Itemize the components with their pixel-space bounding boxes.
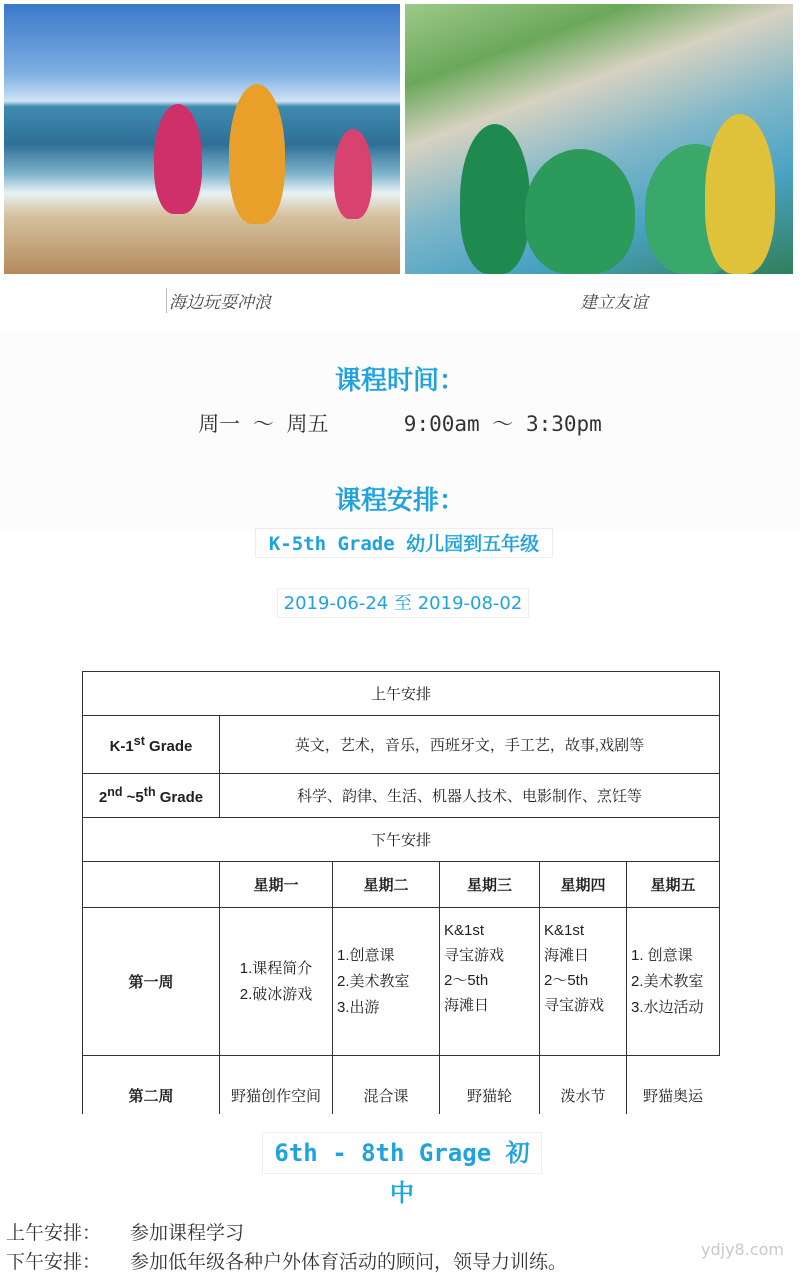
morning-plan-key: 上午安排：	[6, 1222, 102, 1244]
afternoon-plan	[6, 1247, 567, 1274]
friends-photo	[405, 4, 793, 274]
morning-header: 上午安排	[83, 672, 720, 716]
grade-k1-cell: K-1st Grade	[83, 716, 220, 774]
child-figure	[229, 84, 285, 224]
day-header: 星期二	[333, 862, 440, 908]
child-figure	[460, 124, 530, 274]
grade-k1-content: 英文，艺术，音乐，西班牙文，手工艺，故事,戏剧等	[220, 716, 720, 774]
date-range: 2019-06-24 至 2019-08-02	[277, 588, 529, 618]
week1-thu: K&1st 海滩日 2～5th 寻宝游戏	[540, 908, 627, 1056]
day-header: 星期五	[627, 862, 720, 908]
morning-plan	[6, 1218, 244, 1245]
schedule-table-week2	[82, 1056, 719, 1114]
afternoon-plan-value: 参加低年级各种户外体育活动的顾问，领导力训练。	[130, 1251, 568, 1273]
friends-caption: 建立友谊	[580, 293, 648, 313]
grade-6-8-label: 6th - 8th Grage 初中	[262, 1132, 542, 1174]
day-header: 星期三	[440, 862, 540, 908]
week2-label: 第二周	[83, 1056, 220, 1114]
course-time-value	[0, 408, 800, 438]
day-header: 星期四	[540, 862, 627, 908]
beach-caption: 海边玩耍冲浪	[166, 288, 271, 313]
week2-fri: 野猫奥运	[627, 1056, 720, 1114]
course-hours: 9:00am ～ 3:30pm	[403, 412, 602, 436]
afternoon-header: 下午安排	[83, 818, 720, 862]
course-arrangement-title: 课程安排：	[334, 486, 465, 516]
child-figure	[525, 149, 635, 274]
morning-plan-value: 参加课程学习	[130, 1222, 245, 1244]
watermark: ydjy8.com	[701, 1240, 784, 1259]
child-figure	[334, 129, 372, 219]
child-figure	[705, 114, 775, 274]
week2-wed: 野猫轮	[440, 1056, 540, 1114]
week1-mon: 1.课程简介 2.破冰游戏	[220, 908, 333, 1056]
photo-captions	[162, 288, 662, 314]
day-header-blank	[83, 862, 220, 908]
afternoon-plan-key: 下午安排：	[6, 1251, 102, 1273]
photo-strip	[4, 4, 793, 274]
course-time-title: 课程时间：	[334, 366, 465, 396]
table-cutoff	[82, 1056, 719, 1114]
day-header: 星期一	[220, 862, 333, 908]
course-days: 周一 ～ 周五	[198, 412, 329, 436]
week1-tue: 1.创意课 2.美术教室 3.出游	[333, 908, 440, 1056]
beach-photo	[4, 4, 400, 274]
grade-2-5-content: 科学、韵律、生活、机器人技术、电影制作、烹饪等	[220, 774, 720, 818]
grade-2-5-cell: 2nd ~5th Grade	[83, 774, 220, 818]
week2-mon: 野猫创作空间	[220, 1056, 333, 1114]
week1-fri: 1. 创意课 2.美术教室 3.水边活动	[627, 908, 720, 1056]
grade-k5-label: K-5th Grade 幼儿园到五年级	[255, 528, 553, 558]
schedule-table	[82, 671, 720, 1056]
child-figure	[154, 104, 202, 214]
week2-thu: 泼水节	[540, 1056, 627, 1114]
week2-tue: 混合课	[333, 1056, 440, 1114]
week1-wed: K&1st 寻宝游戏 2～5th 海滩日	[440, 908, 540, 1056]
week1-label: 第一周	[83, 908, 220, 1056]
